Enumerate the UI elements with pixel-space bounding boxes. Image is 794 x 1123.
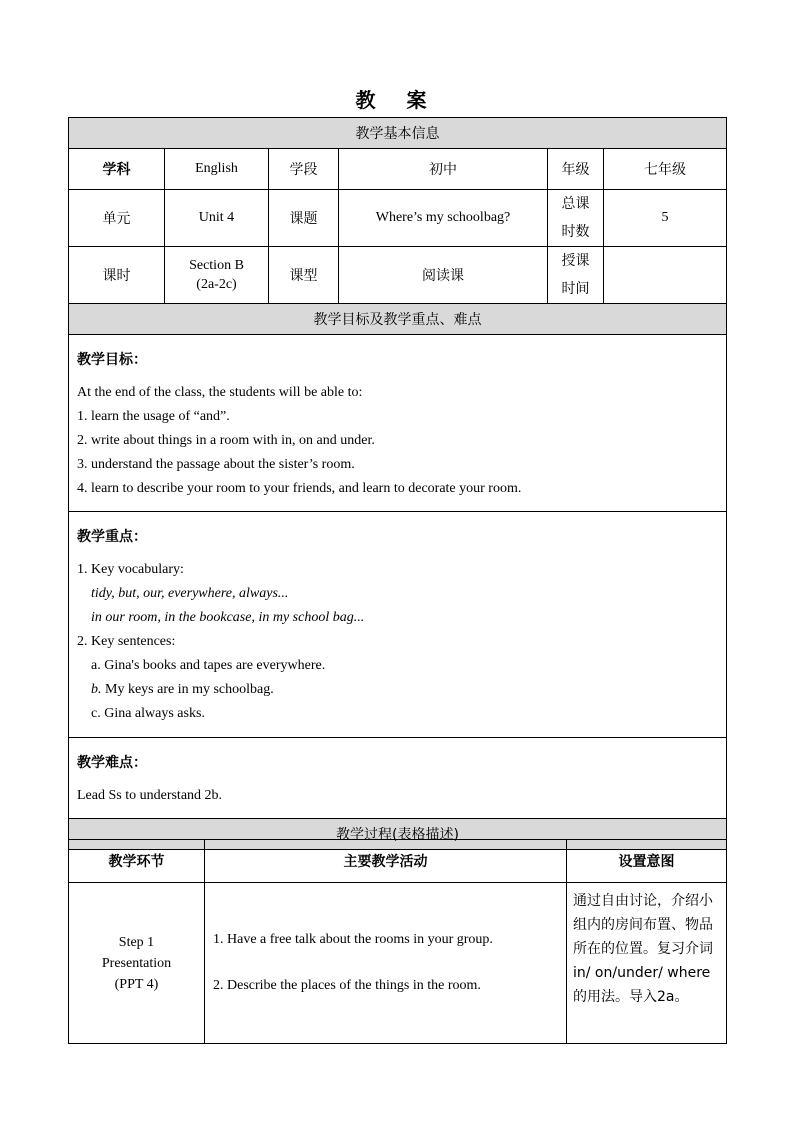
key-sentence: b. My keys are in my schoolbag. xyxy=(91,682,274,697)
key-points-title: 教学重点： xyxy=(77,529,147,545)
process-activity: 1. Have a free talk about the rooms in your group. 2. Describe the places of the things in the room. xyxy=(205,883,567,1044)
period-value: Section B (2a-2c) xyxy=(165,247,269,304)
process-header: 教学过程(表格描述) xyxy=(69,819,727,850)
subject-label: 学科 xyxy=(69,149,165,190)
difficulty-title: 教学难点： xyxy=(77,755,147,771)
goal-line: 4. learn to describe your room to your friends, and learn to decorate your room. xyxy=(77,481,522,496)
total-hours-label: 总课 时数 xyxy=(548,190,604,247)
col-activity-header: 主要教学活动 xyxy=(205,840,567,883)
goal-line: At the end of the class, the students will be able to: xyxy=(77,385,363,400)
lesson-type-label: 课型 xyxy=(269,247,339,304)
difficulty-text: Lead Ss to understand 2b. xyxy=(77,788,223,803)
process-table xyxy=(68,839,727,1044)
teaching-time-value xyxy=(604,247,727,304)
document-title: 教 案 xyxy=(355,88,439,112)
goal-line: 1. learn the usage of “and”. xyxy=(77,409,230,424)
unit-label: 单元 xyxy=(69,190,165,247)
grade-value: 七年级 xyxy=(604,149,727,190)
key-sentence: a. Gina's books and tapes are everywhere. xyxy=(91,658,326,673)
total-hours-value: 5 xyxy=(604,190,727,247)
objectives-header: 教学目标及教学重点、难点 xyxy=(69,304,727,335)
lesson-plan-table xyxy=(68,117,727,850)
key-vocab-label: 1. Key vocabulary: xyxy=(77,562,184,577)
grade-label: 年级 xyxy=(548,149,604,190)
lesson-type-value: 阅读课 xyxy=(339,247,548,304)
stage-label: 学段 xyxy=(269,149,339,190)
unit-value: Unit 4 xyxy=(165,190,269,247)
teaching-time-label: 授课 时间 xyxy=(548,247,604,304)
key-sentences-label: 2. Key sentences: xyxy=(77,634,176,649)
key-vocab-words: tidy, but, our, everywhere, always... xyxy=(91,586,289,601)
basic-info-header: 教学基本信息 xyxy=(69,118,727,149)
process-row xyxy=(69,883,727,1044)
col-intent-header: 设置意图 xyxy=(567,840,727,883)
key-sentence: c. Gina always asks. xyxy=(91,706,205,721)
period-label: 课时 xyxy=(69,247,165,304)
process-stage: Step 1 Presentation (PPT 4) xyxy=(69,883,205,1044)
teaching-goals-section xyxy=(69,335,727,512)
difficulty-section xyxy=(69,738,727,819)
process-intent: 通过自由讨论，介绍小组内的房间布置、物品所在的位置。复习介词 in/ on/under/ where 的用法。导入2a。 xyxy=(567,883,727,1044)
col-stage-header: 教学环节 xyxy=(69,840,205,883)
goal-line: 2. write about things in a room with in, on and under. xyxy=(77,433,375,448)
key-vocab-phrases: in our room, in the bookcase, in my school bag... xyxy=(91,610,365,625)
teaching-goals-title: 教学目标： xyxy=(77,352,147,368)
stage-value: 初中 xyxy=(339,149,548,190)
topic-label: 课题 xyxy=(269,190,339,247)
subject-value: English xyxy=(165,149,269,190)
key-points-section xyxy=(69,512,727,738)
goal-line: 3. understand the passage about the sister’s room. xyxy=(77,457,355,472)
topic-value: Where’s my schoolbag? xyxy=(339,190,548,247)
